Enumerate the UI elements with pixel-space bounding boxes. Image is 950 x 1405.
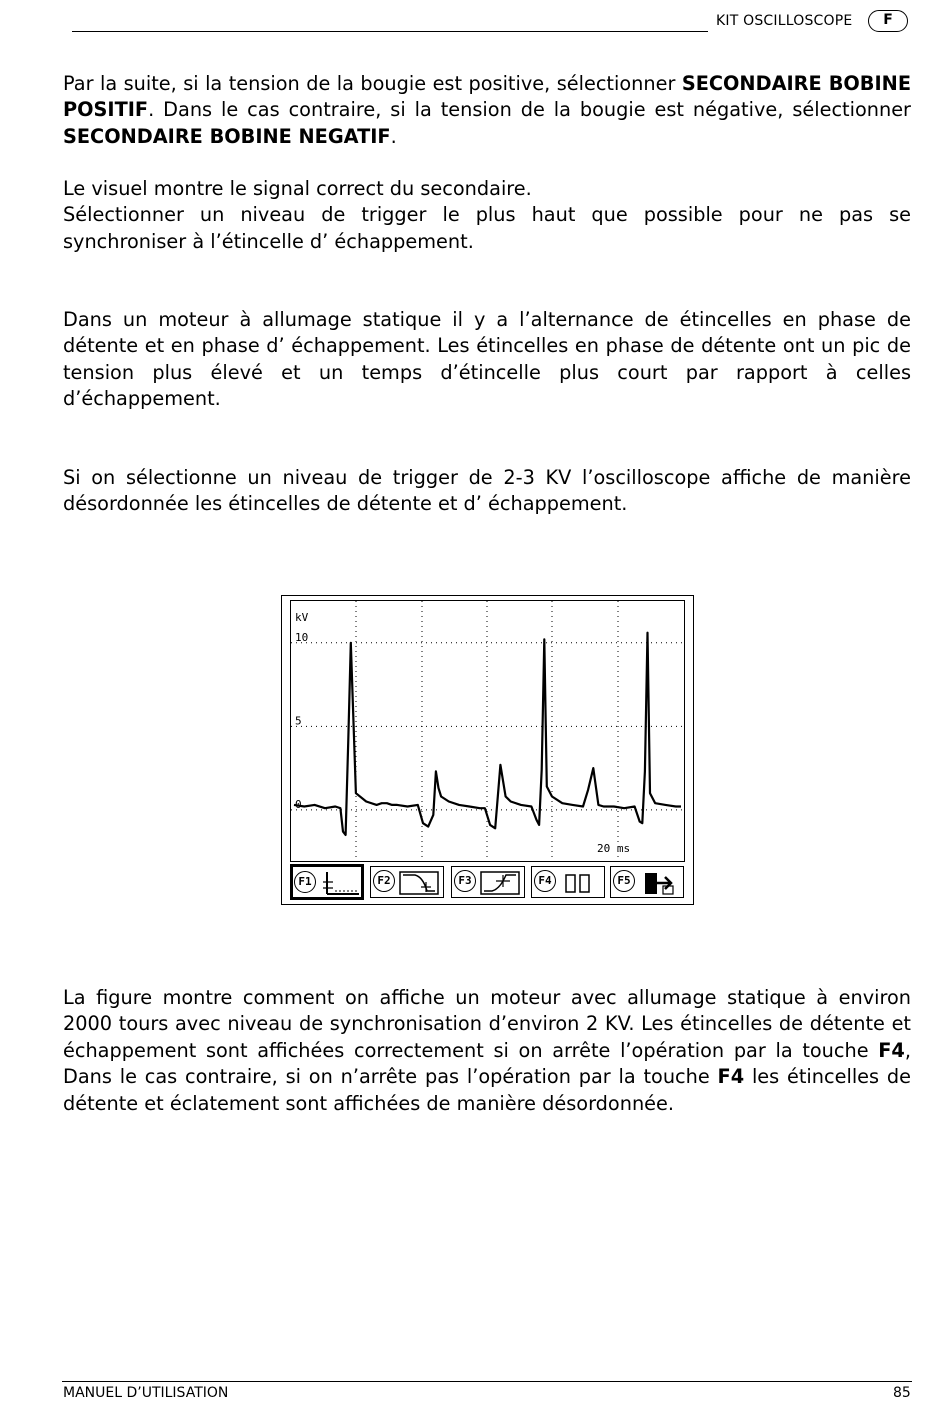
y-tick-label: 10	[295, 630, 309, 644]
rising-edge-icon	[480, 869, 520, 897]
function-key-bar	[287, 864, 691, 902]
paragraph-2-line-1: Le visuel montre le signal correct du secondaire.	[63, 177, 532, 200]
paragraph-5-text-a: La figure montre comment on affiche un moteur avec allumage statique à environ 2000 tours avec niveau de synchronisation d’environ 2 KV. Les étincelles de détente et échappement sont affichées correctement si on arrête l’opération par la touche	[63, 986, 911, 1062]
function-key-f3[interactable]	[451, 866, 525, 898]
function-key-f4[interactable]	[531, 866, 605, 898]
paragraph-1-text-c: .	[390, 124, 397, 148]
timebase-label: 20 ms	[597, 842, 631, 855]
unit-label: kV	[295, 610, 309, 624]
header-title: KIT OSCILLOSCOPE	[716, 13, 853, 29]
footer-manual-title: MANUEL D’UTILISATION	[63, 1385, 229, 1401]
paragraph-5-text-b: , Dans le cas contraire, si on n’arrête pas l’opération par la touche	[63, 1038, 911, 1089]
oscilloscope-chart	[291, 601, 683, 860]
language-badge: F	[868, 10, 908, 32]
paragraph-1-bold-a: SECONDAIRE BOBINE POSITIF	[63, 72, 911, 122]
paragraph-5-bold-b: F4	[717, 1065, 745, 1089]
function-key-f2[interactable]	[370, 866, 444, 898]
footer-rule	[62, 1381, 912, 1382]
page-number: 85	[893, 1385, 911, 1401]
function-key-label: F4	[534, 870, 556, 892]
paragraph-4: Si on sélectionne un niveau de trigger de 2-3 KV l’oscilloscope affiche de manière désordonnée les étincelles de détente et d’ échappement.	[63, 466, 911, 516]
paragraph-2-line-2: Sélectionner un niveau de trigger le plus haut que possible pour ne pas se synchroniser à l’étincelle d’ échappement.	[63, 203, 911, 253]
pause-icon	[560, 869, 600, 897]
signal-trace	[294, 630, 681, 835]
paragraph-5	[63, 985, 911, 1117]
function-key-label: F2	[373, 870, 395, 892]
function-key-label: F1	[294, 871, 316, 893]
oscilloscope-screen	[290, 600, 685, 862]
paragraph-2	[63, 176, 911, 255]
header-rule	[72, 31, 708, 32]
oscilloscope-figure	[281, 595, 694, 905]
function-key-label: F3	[454, 870, 476, 892]
paragraph-1	[63, 71, 911, 150]
function-key-f1[interactable]	[290, 864, 364, 900]
function-key-f5[interactable]	[610, 866, 684, 898]
paragraph-3: Dans un moteur à allumage statique il y a l’alternance de étincelles en phase de détente et en phase d’ échappement. Les étincelles en phase de détente ont un pic de tension plus élevé et un temps d’étincelle plus court par rapport à celles d’échappement.	[63, 308, 911, 411]
exit-icon	[639, 869, 679, 897]
paragraph-1-bold-b: SECONDAIRE BOBINE NEGATIF	[63, 124, 391, 148]
paragraph-5-bold-a: F4	[878, 1038, 905, 1062]
paragraph-1-text-b: . Dans le cas contraire, si la tension de la bougie est négative, sélectionner	[148, 98, 911, 122]
paragraph-1-text-a: Par la suite, si la tension de la bougie est positive, sélectionner	[63, 72, 682, 95]
function-key-label: F5	[613, 870, 635, 892]
trigger-level-icon	[321, 869, 361, 897]
y-tick-label: 0	[295, 797, 302, 811]
paragraph-5-text-c: les étincelles de détente et éclatement sont affichées de manière désordonnée.	[63, 1065, 911, 1115]
falling-edge-icon	[399, 869, 439, 897]
y-tick-label: 5	[295, 714, 302, 728]
